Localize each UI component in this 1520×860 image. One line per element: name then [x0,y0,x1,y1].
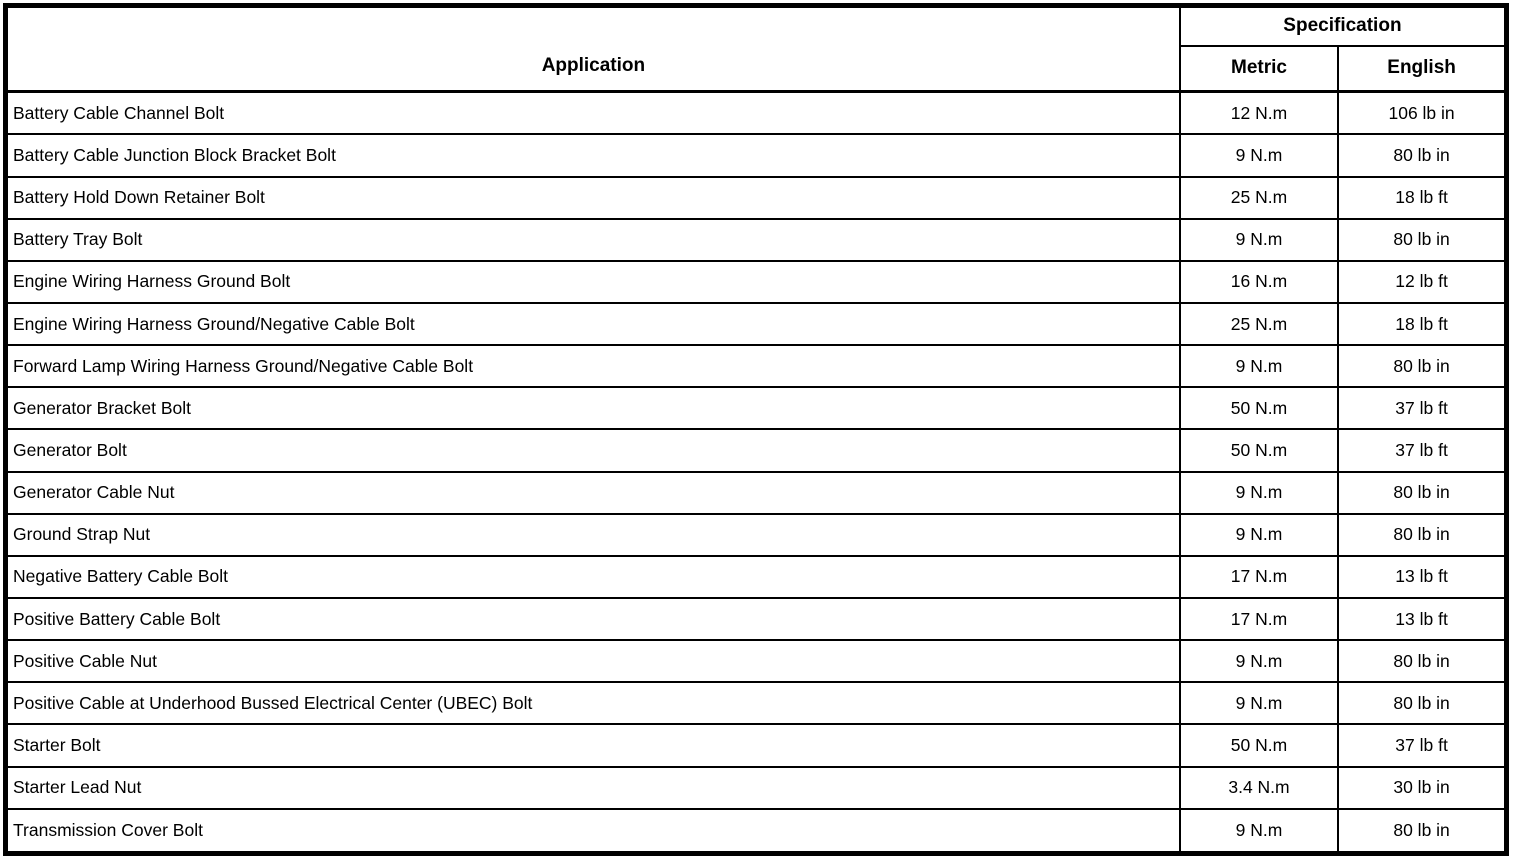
english-value-cell: 30 lb in [1338,767,1506,809]
metric-value-cell: 16 N.m [1180,261,1338,303]
english-value-cell: 18 lb ft [1338,303,1506,345]
table-row [6,514,1507,556]
application-cell: Battery Hold Down Retainer Bolt [6,177,1180,219]
metric-value-cell: 9 N.m [1180,345,1338,387]
metric-value-cell: 9 N.m [1180,809,1338,854]
english-value-cell: 80 lb in [1338,640,1506,682]
table-row [6,261,1507,303]
application-cell: Battery Tray Bolt [6,219,1180,261]
english-value-cell: 80 lb in [1338,514,1506,556]
application-cell: Engine Wiring Harness Ground/Negative Cable Bolt [6,303,1180,345]
english-value-cell: 13 lb ft [1338,556,1506,598]
metric-value-cell: 12 N.m [1180,92,1338,135]
metric-value-cell: 50 N.m [1180,724,1338,766]
table-row [6,345,1507,387]
torque-specifications-table [3,3,1509,856]
application-column-header: Application [6,6,1180,92]
application-cell: Positive Battery Cable Bolt [6,598,1180,640]
metric-value-cell: 9 N.m [1180,134,1338,176]
application-cell: Starter Lead Nut [6,767,1180,809]
table-row [6,472,1507,514]
english-value-cell: 37 lb ft [1338,724,1506,766]
table-row [6,177,1507,219]
application-cell: Generator Bolt [6,429,1180,471]
english-value-cell: 80 lb in [1338,472,1506,514]
english-value-cell: 106 lb in [1338,92,1506,135]
english-value-cell: 37 lb ft [1338,429,1506,471]
metric-value-cell: 9 N.m [1180,514,1338,556]
application-cell: Ground Strap Nut [6,514,1180,556]
table-row [6,640,1507,682]
application-cell: Positive Cable at Underhood Bussed Electrical Center (UBEC) Bolt [6,682,1180,724]
english-value-cell: 80 lb in [1338,345,1506,387]
application-cell: Battery Cable Junction Block Bracket Bolt [6,134,1180,176]
table-header [6,6,1507,92]
table-row [6,429,1507,471]
application-cell: Forward Lamp Wiring Harness Ground/Negative Cable Bolt [6,345,1180,387]
metric-value-cell: 17 N.m [1180,556,1338,598]
table-row [6,767,1507,809]
table-row [6,598,1507,640]
metric-value-cell: 9 N.m [1180,472,1338,514]
table-row [6,219,1507,261]
metric-value-cell: 50 N.m [1180,387,1338,429]
application-cell: Generator Bracket Bolt [6,387,1180,429]
application-cell: Negative Battery Cable Bolt [6,556,1180,598]
english-value-cell: 12 lb ft [1338,261,1506,303]
table-row [6,724,1507,766]
metric-column-header: Metric [1180,46,1338,92]
metric-value-cell: 9 N.m [1180,640,1338,682]
application-cell: Transmission Cover Bolt [6,809,1180,854]
english-value-cell: 80 lb in [1338,809,1506,854]
metric-value-cell: 9 N.m [1180,682,1338,724]
table-row [6,556,1507,598]
application-cell: Generator Cable Nut [6,472,1180,514]
metric-value-cell: 3.4 N.m [1180,767,1338,809]
english-value-cell: 37 lb ft [1338,387,1506,429]
table-row [6,134,1507,176]
english-value-cell: 18 lb ft [1338,177,1506,219]
specification-header-row [6,6,1507,46]
application-cell: Battery Cable Channel Bolt [6,92,1180,135]
metric-value-cell: 17 N.m [1180,598,1338,640]
english-value-cell: 80 lb in [1338,219,1506,261]
table-row [6,809,1507,854]
english-value-cell: 80 lb in [1338,134,1506,176]
metric-value-cell: 50 N.m [1180,429,1338,471]
table-row [6,92,1507,135]
table-body [6,92,1507,854]
application-cell: Positive Cable Nut [6,640,1180,682]
application-cell: Starter Bolt [6,724,1180,766]
table-row [6,387,1507,429]
english-value-cell: 13 lb ft [1338,598,1506,640]
metric-value-cell: 9 N.m [1180,219,1338,261]
english-value-cell: 80 lb in [1338,682,1506,724]
metric-value-cell: 25 N.m [1180,177,1338,219]
table-row [6,303,1507,345]
torque-specifications-table-container [3,3,1509,856]
english-column-header: English [1338,46,1506,92]
metric-value-cell: 25 N.m [1180,303,1338,345]
table-row [6,682,1507,724]
specification-column-header: Specification [1180,6,1507,46]
application-cell: Engine Wiring Harness Ground Bolt [6,261,1180,303]
